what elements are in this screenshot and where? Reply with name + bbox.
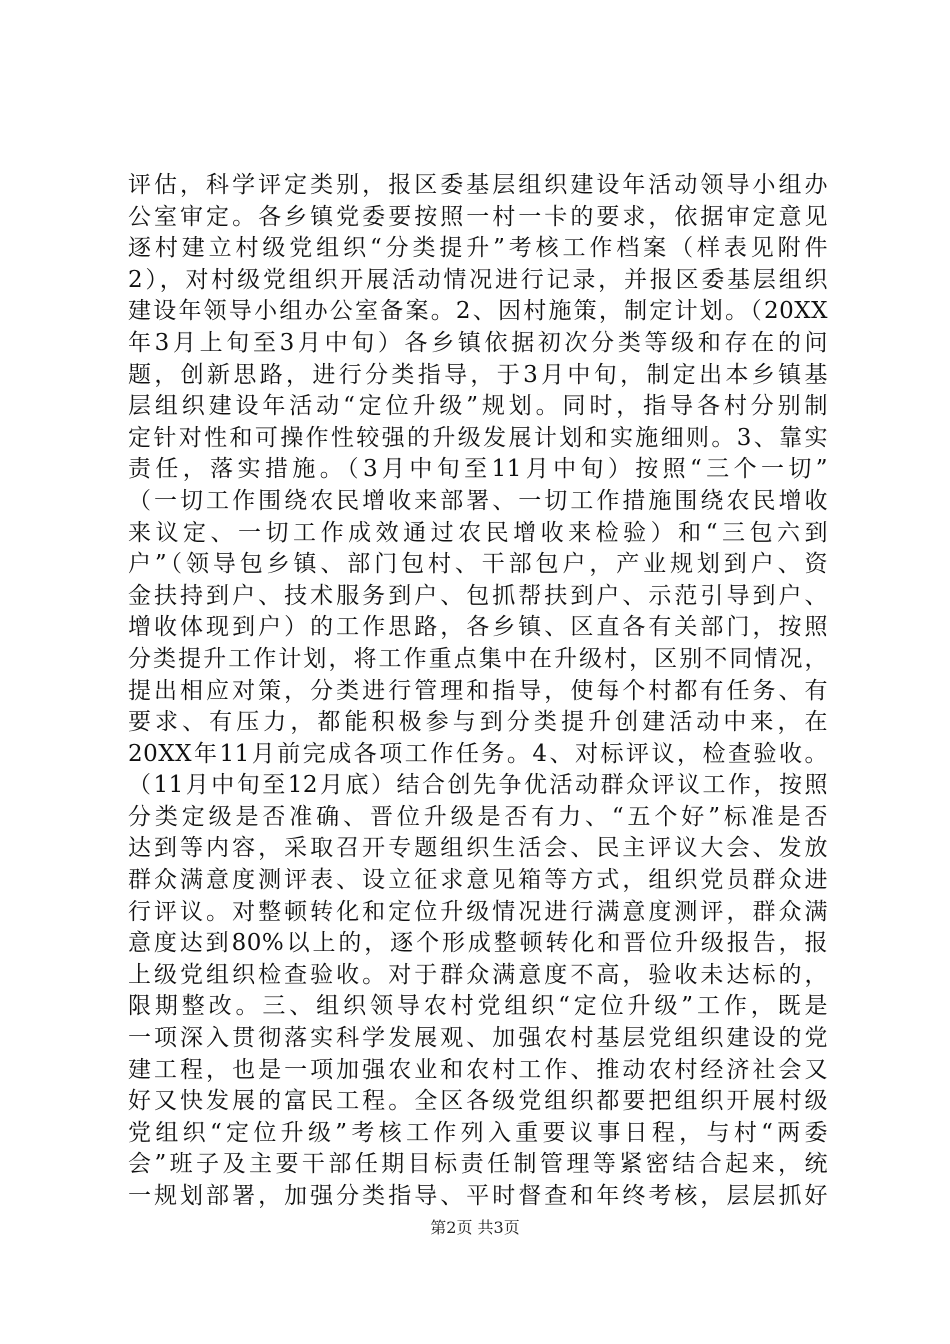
text-line: 达到等内容，采取召开专题组织生活会、民主评议大会、发放 — [128, 835, 828, 862]
text-line: 一规划部署，加强分类指导、平时督查和年终考核，层层抓好 — [128, 1183, 828, 1209]
text-line: 提出相应对策，分类进行管理和指导，使每个村都有任务、有 — [128, 677, 828, 704]
text-line: 会”班子及主要干部任期目标责任制管理等紧密结合起来，统 — [128, 1151, 828, 1178]
text-line: 建设年领导小组办公室备案。2、因村施策，制定计划。（20XX — [128, 298, 828, 325]
text-line: 群众满意度测评表、设立征求意见箱等方式，组织党员群众进 — [128, 867, 828, 894]
text-line: 评估，科学评定类别，报区委基层组织建设年活动领导小组办 — [128, 172, 828, 198]
text-line: 意度达到80%以上的，逐个形成整顿转化和晋位升级报告，报 — [128, 930, 828, 957]
text-line: 20XX年11月前完成各项工作任务。4、对标评议，检查验收。 — [128, 740, 828, 767]
text-line: 题，创新思路，进行分类指导，于3月中旬，制定出本乡镇基 — [128, 361, 828, 388]
text-line: 公室审定。各乡镇党委要按照一村一卡的要求，依据审定意见 — [128, 203, 828, 230]
text-line: （一切工作围绕农民增收来部署、一切工作措施围绕农民增收 — [128, 487, 828, 514]
text-line: 层组织建设年活动“定位升级”规划。同时，指导各村分别制 — [128, 393, 828, 420]
text-line: 2），对村级党组织开展活动情况进行记录，并报区委基层组织 — [128, 266, 828, 293]
text-line: 要求、有压力，都能积极参与到分类提升创建活动中来，在 — [128, 709, 828, 736]
text-line: 年3月上旬至3月中旬）各乡镇依据初次分类等级和存在的问 — [128, 329, 828, 356]
text-line: 分类定级是否准确、晋位升级是否有力、“五个好”标准是否 — [128, 803, 828, 830]
text-line: 党组织“定位升级”考核工作列入重要议事日程，与村“两委 — [128, 1119, 828, 1146]
text-line: 限期整改。三、组织领导农村党组织“定位升级”工作，既是 — [128, 993, 828, 1020]
text-line: （11月中旬至12月底）结合创先争优活动群众评议工作，按照 — [128, 772, 828, 799]
text-line: 增收体现到户）的工作思路，各乡镇、区直各有关部门，按照 — [128, 614, 828, 641]
text-line: 建工程，也是一项加强农业和农村工作、推动农村经济社会又 — [128, 1056, 828, 1083]
page-footer: 第2页 共3页 — [430, 1218, 520, 1237]
text-line: 金扶持到户、技术服务到户、包抓帮扶到户、示范引导到户、 — [128, 582, 828, 609]
text-line: 分类提升工作计划，将工作重点集中在升级村，区别不同情况， — [128, 645, 828, 672]
text-line: 一项深入贯彻落实科学发展观、加强农村基层党组织建设的党 — [128, 1025, 828, 1052]
text-line: 来议定、一切工作成效通过农民增收来检验）和“三包六到 — [128, 519, 828, 546]
text-line: 上级党组织检查验收。对于群众满意度不高，验收未达标的， — [128, 961, 828, 988]
text-line: 户”（领导包乡镇、部门包村、干部包户，产业规划到户、资 — [128, 551, 828, 578]
text-line: 好又快发展的富民工程。全区各级党组织都要把组织开展村级 — [128, 1088, 828, 1115]
text-line: 责任，落实措施。（3月中旬至11月中旬）按照“三个一切” — [128, 456, 828, 483]
text-line: 定针对性和可操作性较强的升级发展计划和实施细则。3、靠实 — [128, 424, 828, 451]
text-line: 行评议。对整顿转化和定位升级情况进行满意度测评，群众满 — [128, 898, 828, 925]
text-line: 逐村建立村级党组织“分类提升”考核工作档案（样表见附件 — [128, 235, 828, 262]
body-text — [128, 170, 828, 1213]
